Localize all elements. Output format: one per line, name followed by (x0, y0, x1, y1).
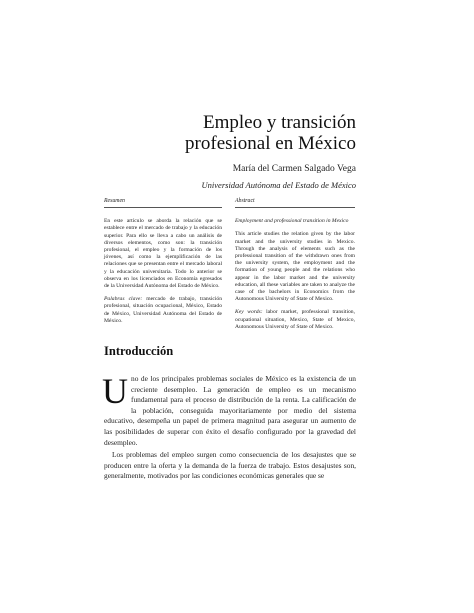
abstract-heading: Abstract (235, 198, 355, 208)
intro-paragraph-1-text: no de los principales problemas sociales de México es la existencia de un creciente desempleo. La generación de empleo es un mecanismo fundamental para el proceso de distribución de la renta. La calificación de la población, conseguida mayoritariamente por medio del sistema educativo, desempeña un papel de primera magnitud para asegurar un aumento de las posibilidades de superar con éxito el desafío configurado por la gravedad del desempleo. (104, 374, 356, 447)
abstract-body: This article studies the relation given by the labor market and the university studies in Mexico. Through the analysis of elements such as the professional transition of the withdrawn ones from the university system, the employment and the formation of young people and the relations who appear in the labor market and the university education, all these variables are taken to analyze the case of the bachelors in Economics from the Autonomous University of State of Mexico. (235, 231, 355, 303)
title-line-1: Empleo y transición (202, 112, 356, 133)
resumen-column (104, 198, 222, 331)
abstract-keywords-label: Key words: (235, 309, 263, 316)
section-heading-introduccion: Introducción (104, 344, 174, 358)
abstract-subtitle: Employment and professional transition in Mexico (235, 218, 349, 225)
resumen-keywords (104, 296, 222, 325)
resumen-body: En este artículo se aborda la relación que se establece entre el mercado de trabajo y la educación superior. Para ello se lleva a cabo un análisis de diversos elementos, como son: la transición profesional, el empleo y la formación de los jóvenes, así como la ejemplificación de las relaciones que se presentan entre el mercado laboral y la educación universitaria. Todo lo anterior se observa en los licenciados en Economía egresados de la Universidad Autónoma del Estado de México. (104, 218, 222, 290)
resumen-keywords-label: Palabras clave: (104, 296, 143, 303)
abstract-keywords (235, 309, 355, 331)
resumen-heading: Resumen (104, 198, 222, 208)
intro-paragraph-2: Los problemas del empleo surgen como consecuencia de los desajustes que se producen entre la oferta y la demanda de la fuerza de trabajo. Estos desajustes son, generalmente, motivados por las condiciones económicas generales que se (104, 450, 356, 481)
drop-cap: U (102, 371, 128, 411)
title-line-2: profesional en México (185, 133, 356, 154)
intro-paragraph-1 (102, 371, 356, 448)
author-name: María del Carmen Salgado Vega (232, 164, 356, 174)
article-title (96, 112, 356, 154)
introduccion-body (102, 371, 356, 482)
abstract-column (235, 198, 355, 337)
author-affiliation: Universidad Autónoma del Estado de México (201, 180, 356, 190)
abstract-keywords-text: labor market, professional transition, ocupational situation, Mexico, State of Mexico, Autonomous University of State of Mexico. (235, 309, 356, 330)
resumen-keywords-text: mercado de trabajo, transición profesional, situación ocupacional, México, Estado de México, Universidad Autónoma del Estado de México. (104, 296, 222, 324)
